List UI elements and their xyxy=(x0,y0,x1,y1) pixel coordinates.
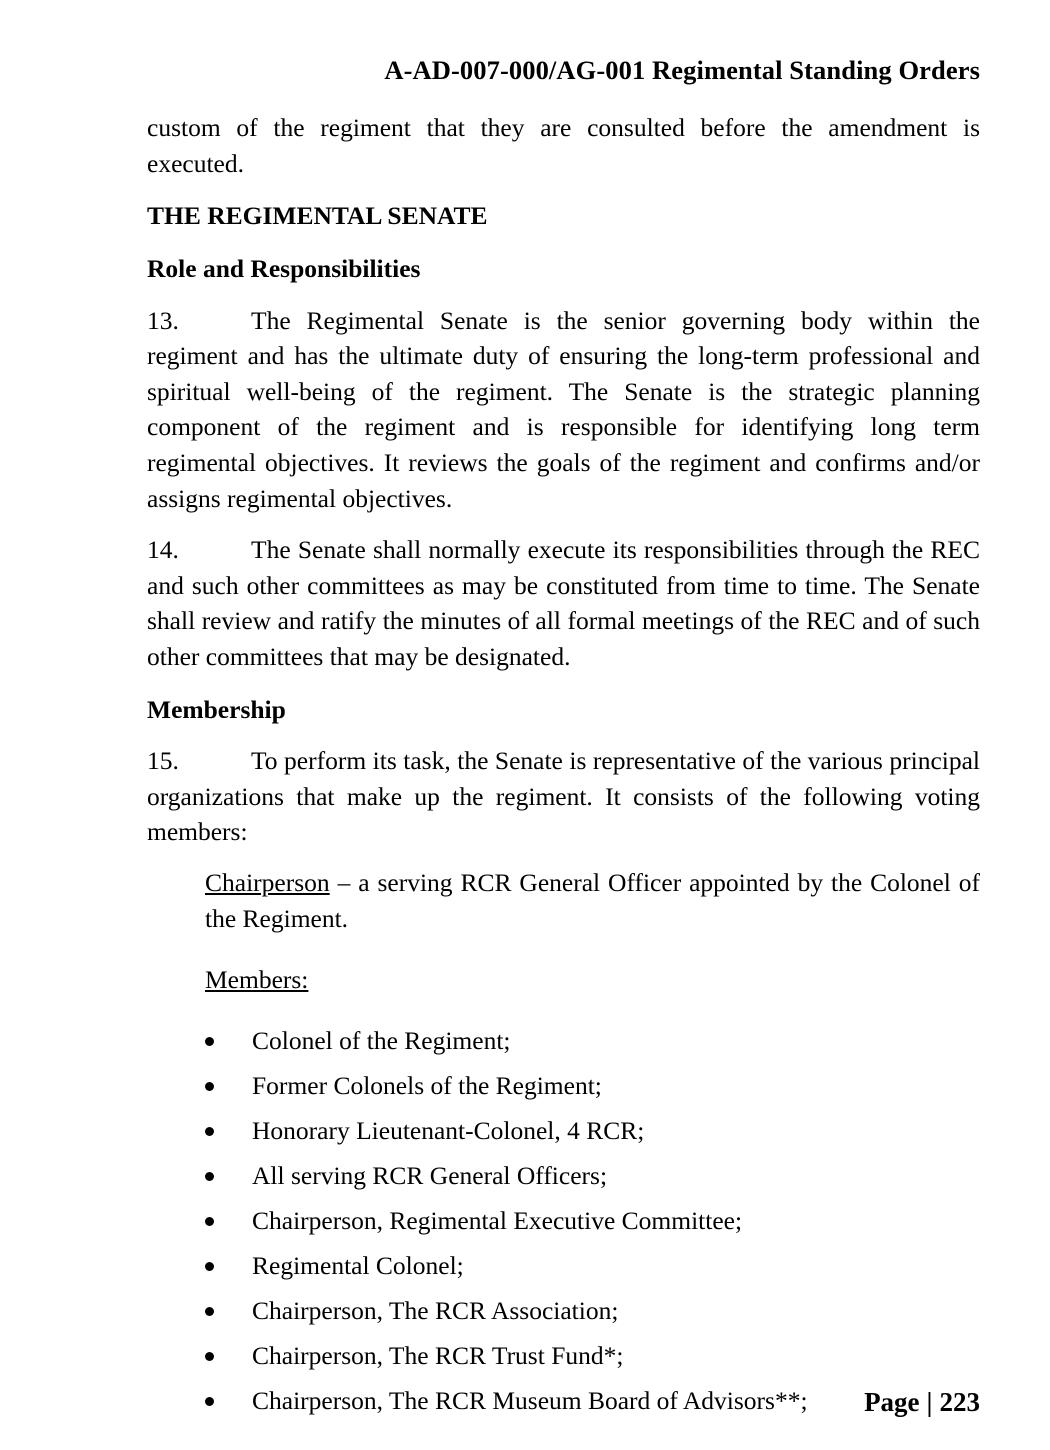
paragraph-14-text: The Senate shall normally execute its responsibilities through the REC and such other committees as may be constituted from time to time. The Senate shall review and ratify the minutes of all formal meetings of the REC and of such other committees that may be designated. xyxy=(147,535,980,671)
footer-separator: | xyxy=(926,1387,933,1417)
members-label-row xyxy=(205,962,980,998)
running-header: A-AD-007-000/AG-001 Regimental Standing Orders xyxy=(384,55,980,85)
page-footer xyxy=(147,1387,980,1418)
bullet-icon xyxy=(205,1307,214,1316)
list-item-label: Regimental Colonel; xyxy=(252,1251,464,1281)
list-item-label: All serving RCR General Officers; xyxy=(252,1161,608,1191)
paragraph-15-text: To perform its task, the Senate is representative of the various principal organizations that make up the regiment. It consists of the following voting members: xyxy=(147,746,980,847)
list-item-label: Chairperson, The RCR Museum Board of Advisors**; xyxy=(252,1386,808,1416)
subheading-role-and-responsibilities: Role and Responsibilities xyxy=(147,254,421,284)
chairperson-label: Chairperson xyxy=(205,867,330,897)
footer-page-label: Page xyxy=(864,1387,920,1417)
bullet-icon xyxy=(205,1082,214,1091)
section-heading-regimental-senate: THE REGIMENTAL SENATE xyxy=(147,201,488,231)
bullet-icon xyxy=(205,1217,214,1226)
list-item xyxy=(205,1068,980,1104)
members-list xyxy=(147,1023,980,1419)
list-item-label: Former Colonels of the Regiment; xyxy=(252,1070,602,1100)
members-label: Members: xyxy=(205,964,309,994)
list-item xyxy=(205,1248,980,1284)
bullet-icon xyxy=(205,1352,214,1361)
page-content xyxy=(147,0,980,1429)
bullet-icon xyxy=(205,1037,214,1046)
list-item xyxy=(205,1203,980,1239)
paragraph-14 xyxy=(147,532,980,674)
list-item-label: Chairperson, The RCR Trust Fund*; xyxy=(252,1341,624,1371)
paragraph-14-number: 14. xyxy=(147,535,179,565)
bullet-icon xyxy=(205,1127,214,1136)
list-item-label: Colonel of the Regiment; xyxy=(252,1025,511,1055)
subheading-membership: Membership xyxy=(147,694,286,724)
list-item xyxy=(205,1293,980,1329)
list-item-label: Chairperson, Regimental Executive Committee; xyxy=(252,1206,743,1236)
chairperson-description: – a serving RCR General Officer appointed by the Colonel of the Regiment. xyxy=(205,867,980,933)
paragraph-15 xyxy=(147,743,980,850)
bullet-icon xyxy=(205,1172,214,1181)
footer-page-number: 223 xyxy=(939,1387,980,1417)
chairperson-entry xyxy=(205,865,980,936)
list-item xyxy=(205,1023,980,1059)
list-item-label: Chairperson, The RCR Association; xyxy=(252,1296,619,1326)
paragraph-13-text: The Regimental Senate is the senior governing body within the regiment and has the ultimate duty of ensuring the long-term professional and spiritual well-being of the regiment. The Senate is the strategic planning component of the regiment and is responsible for identifying long term regimental objectives. It reviews the goals of the regiment and confirms and/or assigns regimental objectives. xyxy=(147,305,980,513)
paragraph-13 xyxy=(147,303,980,517)
paragraph-15-number: 15. xyxy=(147,746,179,776)
bullet-icon xyxy=(205,1262,214,1271)
paragraph-13-number: 13. xyxy=(147,305,179,335)
list-item-label: Honorary Lieutenant-Colonel, 4 RCR; xyxy=(252,1115,645,1145)
list-item xyxy=(205,1338,980,1374)
list-item xyxy=(205,1158,980,1194)
list-item xyxy=(205,1113,980,1149)
continued-paragraph: custom of the regiment that they are consulted before the amendment is executed. xyxy=(147,113,980,178)
